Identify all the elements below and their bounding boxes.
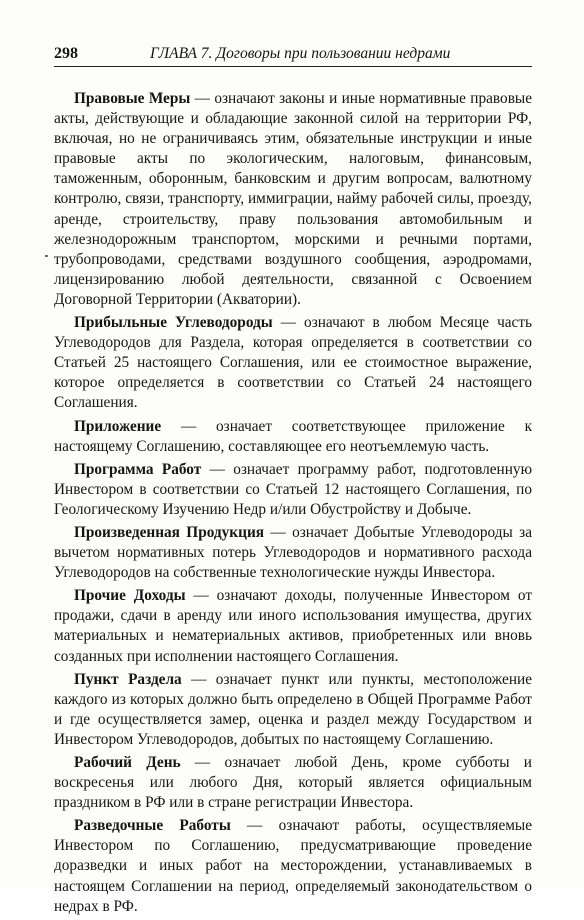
header-rule bbox=[54, 66, 532, 67]
glossary-entry-pravovye-mery bbox=[54, 89, 532, 310]
glossary-entry-prochie-dokhody bbox=[54, 586, 532, 666]
glossary-term: Пункт Раздела bbox=[74, 670, 182, 688]
glossary-definition: — означают доходы, полученные Инвестором от продажи, сдачи в аренду или иного использования имущества, других материальных и нематериальных активов, приобретенных или вновь созданных при исполнении настоящего Соглашения. bbox=[54, 587, 532, 665]
glossary-definition: — означают законы и иные нормативные правовые акты, действующие и обладающие законной силой на территории РФ, включая, но не ограничиваясь этим, обязательные инструкции и иные правовые акты по экологическим, налоговым, финансовым, таможенным, оборонным, банковским и другим вопросам, валютному контролю, связи, транспорту, иммиграции, найму рабочей силы, проезду, аренде, строительству, праву пользования автомобильным и железнодорожным транспортом, морскими и речными портами, трубопроводами, средствами воздушного сообщения, аэродромами, лицензированию любой деятельности, связанной с Освоением Договорной Территории (Акватории). bbox=[54, 90, 532, 308]
glossary-term: Правовые Меры bbox=[74, 90, 191, 107]
glossary-definition: — означает любой День, кроме субботы и воскресенья или любого Дня, который является официальным праздником в РФ или в стране регистрации Инвестора. bbox=[54, 754, 532, 812]
glossary-entry-rabochiy-den bbox=[54, 753, 532, 813]
glossary-term: Приложение bbox=[74, 417, 162, 435]
glossary-definition: — означает программу работ, подготовленную Инвестором в соответствии со Статьей 12 настоящего Соглашения, по Геологическому Изучению Недр и/или Обустройству и Добыче. bbox=[54, 460, 533, 518]
glossary-body bbox=[54, 89, 532, 920]
glossary-entry-razvedochnye-raboty bbox=[54, 816, 532, 916]
glossary-entry-punkt-razdela bbox=[54, 670, 532, 750]
glossary-definition: — означает Добытые Углеводороды за вычетом нормативных потерь Углеводородов и нормативного расхода Углеводородов на собственные технологические нужды Инвестора. bbox=[54, 523, 532, 582]
glossary-entry-prilozhenie bbox=[54, 417, 532, 457]
glossary-definition: — означают в любом Месяце часть Углеводородов для Раздела, которая определяется в соответствии со Статьей 25 настоящего Соглашения, или ее стоимостное выражение, которое определяется в соответствии со Статьей 24 настоящего Соглашения. bbox=[54, 314, 532, 412]
glossary-term: Прочие Доходы bbox=[74, 587, 186, 605]
glossary-definition: — означают работы, осуществляемые Инвестором по Соглашению, предусматривающие проведение доразведки и иных работ на месторождении, устанавливаемых в настоящем Соглашении на период, определяемый законодательством о недрах в РФ. bbox=[54, 817, 532, 915]
page-header bbox=[54, 44, 532, 68]
glossary-term: Прибыльные Углеводороды bbox=[74, 314, 273, 332]
glossary-term: Разведочные Работы bbox=[74, 817, 231, 835]
glossary-entry-programma-rabot bbox=[54, 460, 532, 520]
chapter-running-head: ГЛАВА 7. Договоры при пользовании недрами bbox=[150, 45, 451, 62]
glossary-entry-proizvedennaya-produktsiya bbox=[54, 523, 532, 583]
glossary-entry-pribylnye-uglevodorody bbox=[54, 313, 532, 413]
page-number: 298 bbox=[54, 45, 78, 62]
glossary-term: Рабочий День bbox=[74, 754, 181, 771]
scan-speck bbox=[45, 255, 48, 257]
glossary-term: Произведенная Продукция bbox=[74, 523, 265, 541]
glossary-definition: — означает пункт или пункты, местоположение каждого из которых должно быть определено в Общей Программе Работ и где осуществляется замер, оценка и раздел между Государством и Инвестором Углеводородов, добытых по настоящему Соглашению. bbox=[54, 670, 533, 748]
glossary-term: Программа Работ bbox=[74, 460, 202, 478]
glossary-definition: — означает соответствующее приложение к настоящему Соглашению, составляющее его неотъемлемую часть. bbox=[54, 417, 532, 455]
